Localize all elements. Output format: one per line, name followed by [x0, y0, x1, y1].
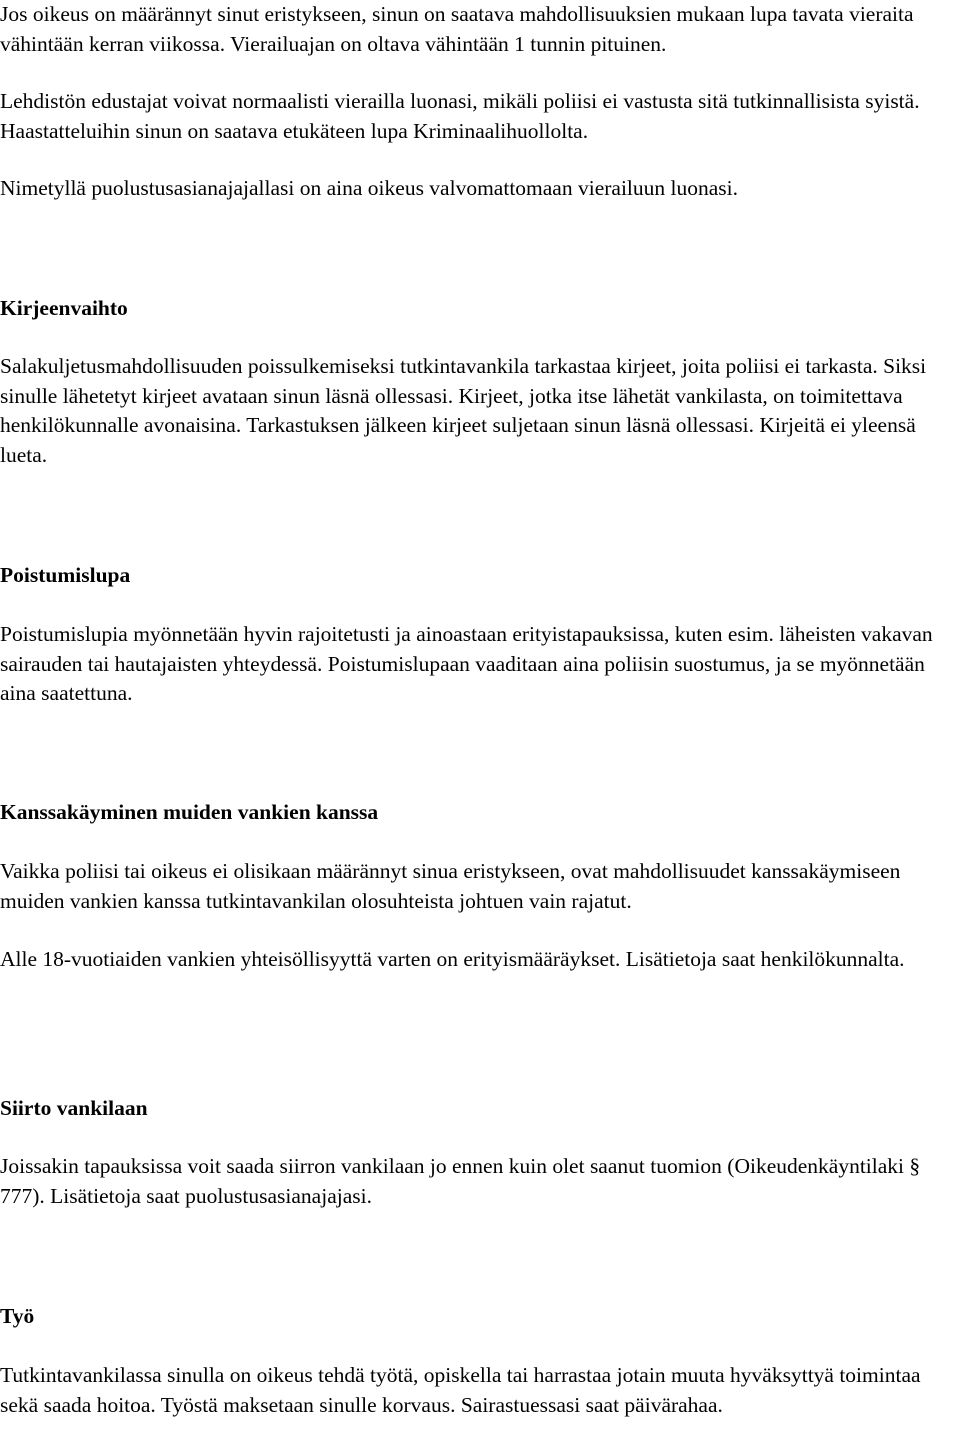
- section-paragraph-interaction-2: Alle 18-vuotiaiden vankien yhteisöllisyyttä varten on erityismääräykset. Lisätietoja saat henkilökunnalta.: [0, 947, 905, 971]
- section-paragraph-interaction-1: Vaikka poliisi tai oikeus ei olisikaan määrännyt sinua eristykseen, ovat mahdollisuudet kanssakäymiseen muiden vankien kanssa tutkintavankilan olosuhteista johtuen vain rajatut.: [0, 859, 901, 913]
- intro-paragraph-press: Lehdistön edustajat voivat normaalisti vierailla luonasi, mikäli poliisi ei vastusta sitä tutkinnallisista syistä. Haastatteluihin sinun on saatava etukäteen lupa Kriminaalihuollolta.: [0, 89, 920, 143]
- section-paragraph-correspondence: Salakuljetusmahdollisuuden poissulkemiseksi tutkintavankila tarkastaa kirjeet, joita poliisi ei tarkasta. Siksi sinulle lähetetyt kirjeet avataan sinun läsnä ollessasi. Kirjeet, jotka itse lähetät vankilasta, on toimitettava henkilökunnalle avonaisina. Tarkastuksen jälkeen kirjeet suljetaan sinun läsnä ollessasi. Kirjeitä ei yleensä lueta.: [0, 354, 927, 467]
- section-paragraph-leave-permit: Poistumislupia myönnetään hyvin rajoitetusti ja ainoastaan erityistapauksissa, kuten esim. läheisten vakavan sairauden tai hautajaisten yhteydessä. Poistumislupaan vaaditaan aina poliisin suostumus, ja se myönnetään aina saatettuna.: [0, 622, 933, 705]
- section-heading-leave-permit: Poistumislupa: [0, 563, 131, 587]
- section-heading-interaction: Kanssakäyminen muiden vankien kanssa: [0, 800, 379, 824]
- intro-paragraph-lawyer: Nimetyllä puolustusasianajajallasi on aina oikeus valvomattomaan vierailuun luonasi.: [0, 176, 738, 200]
- section-heading-transfer: Siirto vankilaan: [0, 1096, 148, 1120]
- section-heading-correspondence: Kirjeenvaihto: [0, 296, 128, 320]
- section-paragraph-work: Tutkintavankilassa sinulla on oikeus tehdä työtä, opiskella tai harrastaa jotain muuta hyväksyttyä toimintaa sekä saada hoitoa. Työstä maksetaan sinulle korvaus. Sairastuessasi saat päivärahaa.: [0, 1363, 921, 1417]
- section-heading-work: Työ: [0, 1304, 35, 1328]
- intro-paragraph-visits: Jos oikeus on määrännyt sinut eristykseen, sinun on saatava mahdollisuuksien mukaan lupa tavata vieraita vähintään kerran viikossa. Vierailuajan on oltava vähintään 1 tunnin pituinen.: [0, 2, 914, 56]
- section-paragraph-transfer: Joissakin tapauksissa voit saada siirron vankilaan jo ennen kuin olet saanut tuomion (Oikeudenkäyntilaki § 777). Lisätietoja saat puolustusasianajajasi.: [0, 1154, 921, 1208]
